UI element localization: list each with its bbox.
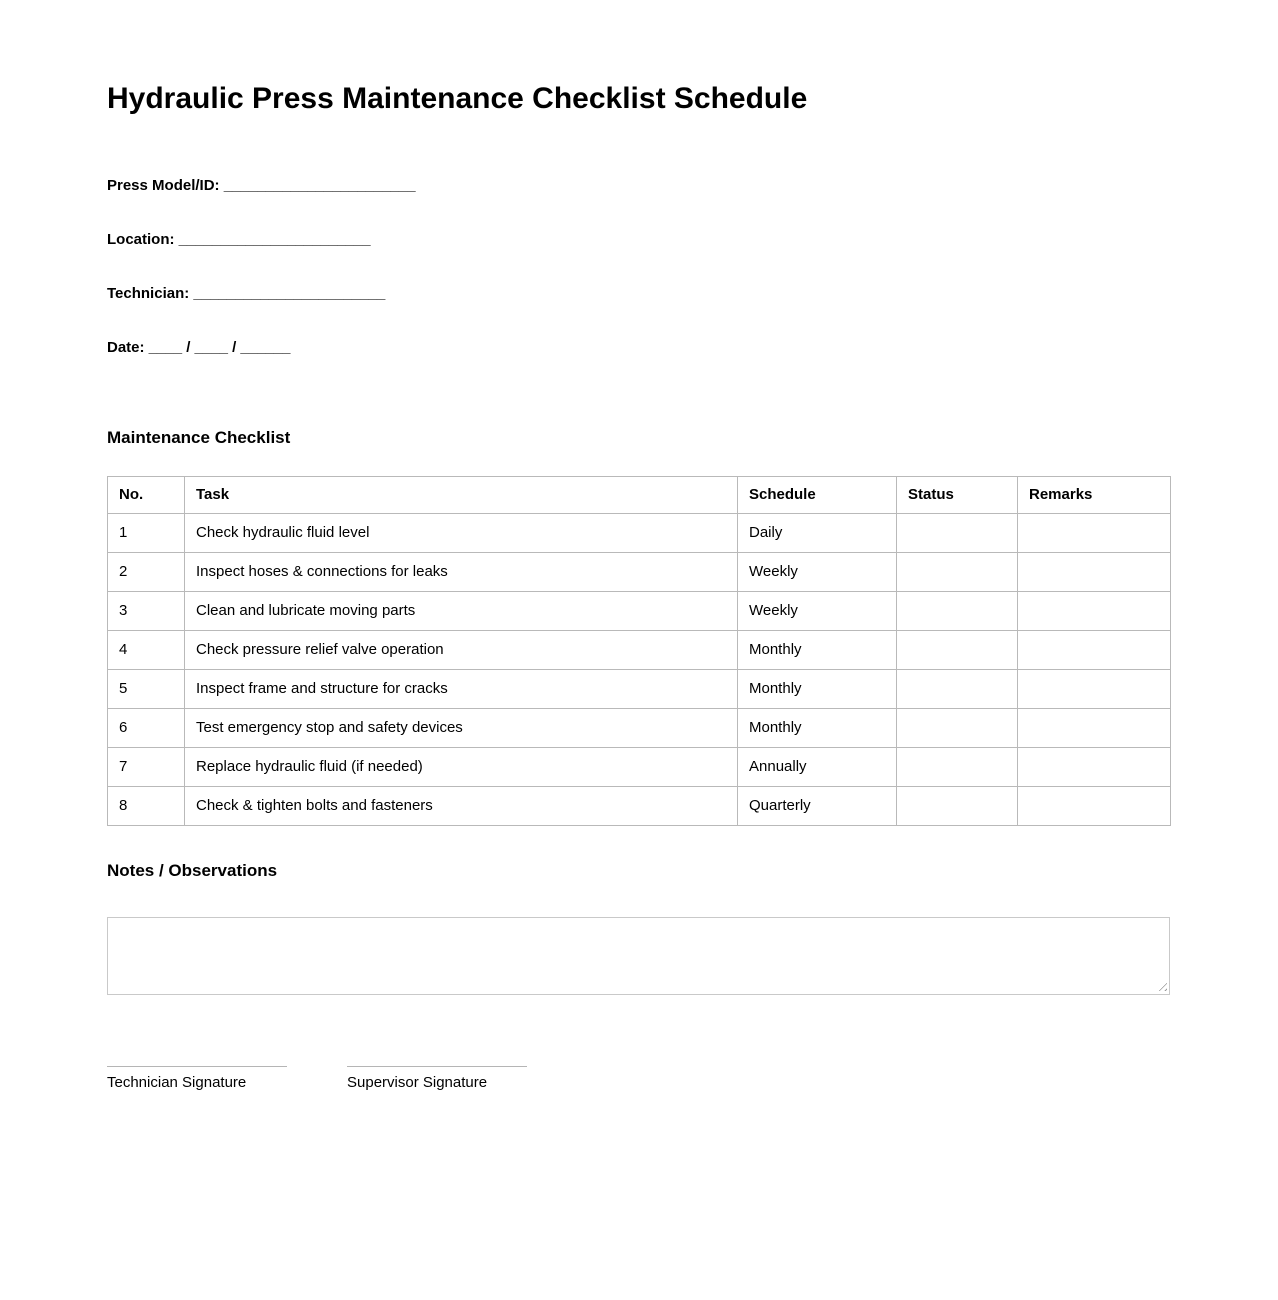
cell-task: Inspect hoses & connections for leaks [185, 553, 738, 592]
field-press-model-blank: _______________________ [219, 177, 416, 194]
field-technician-blank: _______________________ [189, 285, 386, 302]
field-location-blank: _______________________ [174, 231, 371, 248]
cell-task: Check hydraulic fluid level [185, 514, 738, 553]
cell-task: Check pressure relief valve operation [185, 631, 738, 670]
cell-no: 8 [108, 787, 185, 826]
cell-task: Test emergency stop and safety devices [185, 709, 738, 748]
technician-signature-label: Technician Signature [107, 1074, 247, 1091]
field-press-model [107, 177, 1170, 195]
technician-signature-block [107, 1066, 287, 1091]
cell-schedule: Annually [738, 748, 897, 787]
cell-status [897, 670, 1018, 709]
cell-no: 5 [108, 670, 185, 709]
cell-schedule: Monthly [738, 709, 897, 748]
column-header-status: Status [897, 477, 1018, 514]
field-date-label: Date: [107, 339, 145, 356]
cell-status [897, 787, 1018, 826]
cell-task: Inspect frame and structure for cracks [185, 670, 738, 709]
cell-status [897, 709, 1018, 748]
cell-schedule: Weekly [738, 592, 897, 631]
cell-no: 2 [108, 553, 185, 592]
cell-schedule: Monthly [738, 670, 897, 709]
page-title: Hydraulic Press Maintenance Checklist Schedule [107, 82, 808, 115]
cell-no: 3 [108, 592, 185, 631]
column-header-schedule: Schedule [738, 477, 897, 514]
field-technician [107, 285, 1170, 303]
column-header-no: No. [108, 477, 185, 514]
table-row [108, 748, 1171, 787]
field-date-blank: ____ / ____ / ______ [144, 339, 291, 356]
technician-signature-line [107, 1066, 287, 1067]
cell-schedule: Monthly [738, 631, 897, 670]
cell-status [897, 514, 1018, 553]
field-location [107, 231, 1170, 249]
cell-status [897, 631, 1018, 670]
supervisor-signature-block [347, 1066, 527, 1091]
supervisor-signature-line [347, 1066, 527, 1067]
table-row [108, 631, 1171, 670]
field-location-label: Location: [107, 231, 175, 248]
table-row [108, 514, 1171, 553]
header-fields [107, 141, 1170, 393]
notes-container [107, 917, 1170, 995]
cell-no: 4 [108, 631, 185, 670]
field-press-model-label: Press Model/ID: [107, 177, 220, 194]
column-header-task: Task [185, 477, 738, 514]
cell-task: Clean and lubricate moving parts [185, 592, 738, 631]
maintenance-checklist-table [107, 476, 1171, 826]
cell-remarks [1018, 670, 1171, 709]
table-row [108, 787, 1171, 826]
cell-remarks [1018, 631, 1171, 670]
cell-no: 7 [108, 748, 185, 787]
table-row [108, 670, 1171, 709]
cell-remarks [1018, 787, 1171, 826]
cell-schedule: Quarterly [738, 787, 897, 826]
cell-remarks [1018, 592, 1171, 631]
notes-textarea[interactable] [107, 917, 1170, 995]
cell-remarks [1018, 709, 1171, 748]
checklist-heading: Maintenance Checklist [107, 428, 291, 447]
signature-section [107, 1066, 1170, 1091]
table-row [108, 592, 1171, 631]
cell-no: 6 [108, 709, 185, 748]
cell-remarks [1018, 748, 1171, 787]
table-row [108, 553, 1171, 592]
cell-task: Replace hydraulic fluid (if needed) [185, 748, 738, 787]
cell-no: 1 [108, 514, 185, 553]
table-row [108, 709, 1171, 748]
notes-heading: Notes / Observations [107, 861, 278, 880]
table-header-row [108, 477, 1171, 514]
cell-status [897, 553, 1018, 592]
cell-task: Check & tighten bolts and fasteners [185, 787, 738, 826]
cell-status [897, 748, 1018, 787]
field-date [107, 339, 1170, 357]
cell-status [897, 592, 1018, 631]
cell-remarks [1018, 514, 1171, 553]
cell-schedule: Weekly [738, 553, 897, 592]
cell-schedule: Daily [738, 514, 897, 553]
cell-remarks [1018, 553, 1171, 592]
field-technician-label: Technician: [107, 285, 190, 302]
column-header-remarks: Remarks [1018, 477, 1171, 514]
supervisor-signature-label: Supervisor Signature [347, 1074, 488, 1091]
